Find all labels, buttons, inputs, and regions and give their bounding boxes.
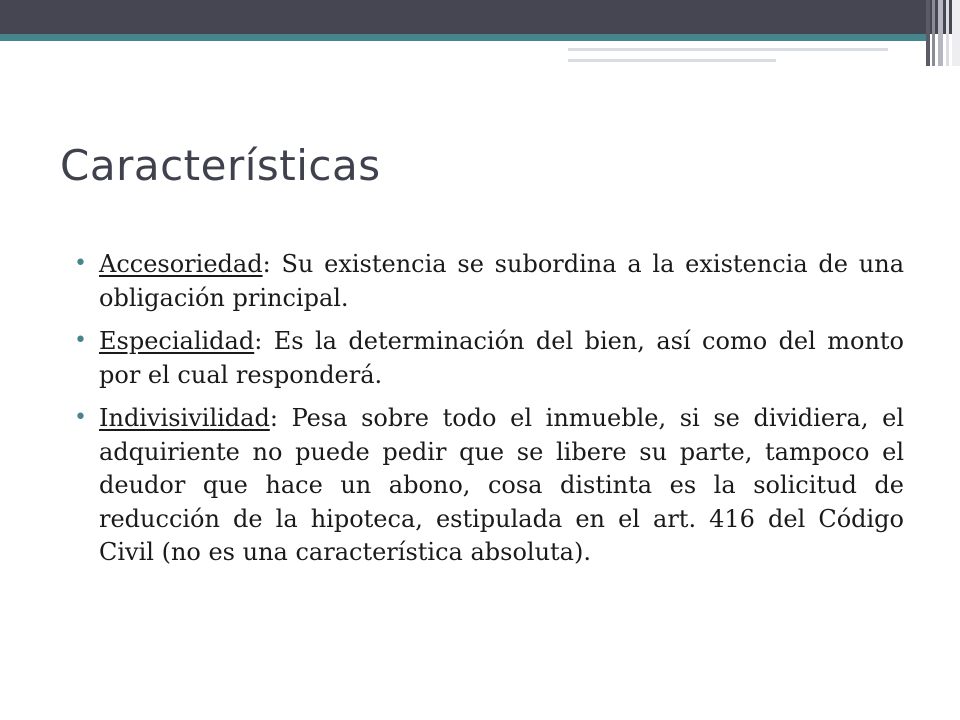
bullet-term: Especialidad — [99, 327, 255, 355]
bullet-text: : Pesa sobre todo el inmueble, si se dividiera, el adquiriente no puede pedir que se libere su parte, tampoco el deudor que hace un abono, cosa distinta es la solicitud de reducción de la hipoteca, estipulada en el art. 416 del Código Civil (no es una característica absoluta). — [99, 404, 904, 566]
bullet-text: : Es la determinación del bien, así como del monto por el cual responderá. — [99, 327, 904, 389]
header-divider — [0, 41, 930, 44]
bullet-list — [75, 248, 904, 570]
header-accent-stripe — [0, 34, 930, 41]
bullet-term: Indivisivilidad — [99, 404, 270, 432]
slide-title: Características — [60, 141, 381, 190]
bullet-item-accesoriedad — [75, 248, 904, 315]
header-decor-line — [568, 48, 888, 51]
bullet-item-indivisivilidad — [75, 402, 904, 570]
bullet-term: Accesoriedad — [99, 250, 263, 278]
bullet-text: : Su existencia se subordina a la existencia de una obligación principal. — [99, 250, 904, 312]
bullet-icon: • — [74, 328, 87, 353]
header-bar — [0, 0, 960, 34]
bullet-icon: • — [74, 251, 87, 276]
bullet-item-especialidad — [75, 325, 904, 392]
header-decor-line — [568, 59, 776, 62]
bullet-icon: • — [74, 405, 87, 430]
corner-decor — [926, 0, 960, 66]
